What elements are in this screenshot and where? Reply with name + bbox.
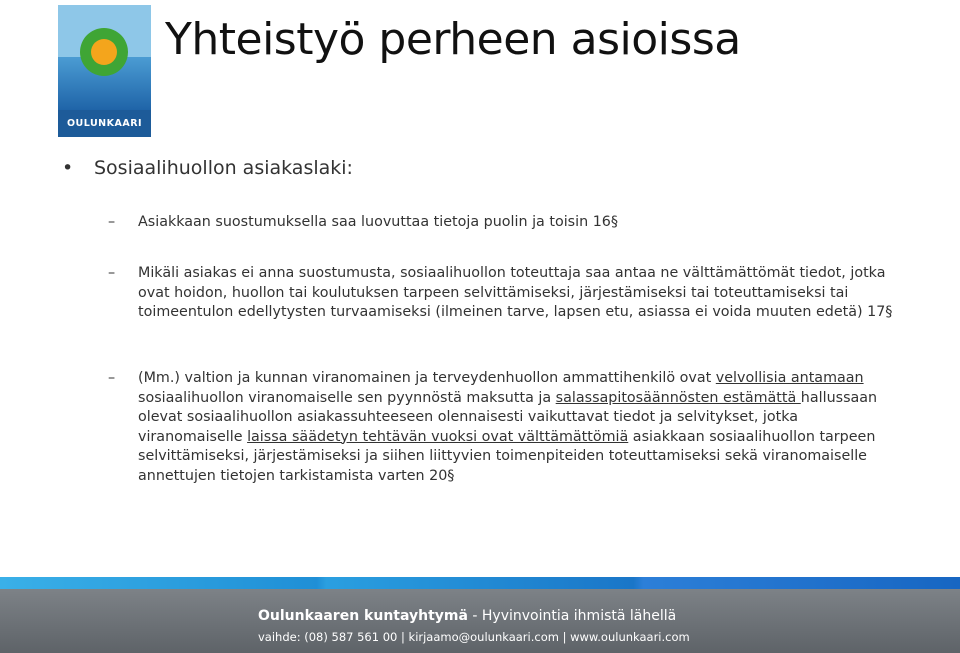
sub-item-consent bbox=[108, 213, 898, 233]
footer-org-line bbox=[258, 608, 676, 624]
sub-item-no-consent bbox=[108, 264, 898, 323]
underlined-text: salassapitosäännösten estämättä bbox=[555, 389, 801, 406]
sub-item-text: Asiakkaan suostumuksella saa luovuttaa tietoja puolin ja toisin 16§ bbox=[138, 214, 619, 230]
text-part: sosiaalihuollon viranomaiselle sen pyynnöstä maksutta ja bbox=[138, 389, 556, 406]
sub-item-authorities bbox=[108, 369, 898, 486]
slide-title: Yhteistyö perheen asioissa bbox=[165, 14, 741, 65]
logo-wordmark: OULUNKAARI bbox=[58, 110, 151, 137]
bullet-text: Sosiaalihuollon asiakaslaki: bbox=[94, 157, 353, 179]
sub-item-text bbox=[138, 369, 898, 486]
text-part: hallussaan olevat sosiaalihuollon asiakassuhteeseen olennaisesti vaikuttavat tiedot ja selvitykset, jotka viranomaiselle bbox=[138, 389, 878, 445]
dash-marker: – bbox=[108, 370, 116, 386]
oulunkaari-logo bbox=[58, 5, 151, 137]
text-part: asiakkaan sosiaalihuollon tarpeen selvittämiseksi, järjestämiseksi ja siihen liittyvien toimenpiteiden toteuttamiseksi sekä viranomaiselle annettujen tietojen tarkistamista varten 20§ bbox=[138, 428, 876, 484]
bullet-marker: • bbox=[62, 157, 74, 179]
footer bbox=[0, 589, 960, 653]
sub-item-text: Mikäli asiakas ei anna suostumusta, sosiaalihuollon toteuttaja saa antaa ne välttämättömät tiedot, jotka ovat hoidon, huollon tai koulutuksen tarpeen selvittämiseksi, järjestämiseksi tai toteuttamiseksi tai toimeentulon edellytysten turvaamiseksi (ilmeinen tarve, lapsen etu, asiassa ei voida muuten edetä) 17§ bbox=[138, 265, 893, 320]
footer-slogan: - Hyvinvointia ihmistä lähellä bbox=[467, 608, 677, 624]
text-part: (Mm.) valtion ja kunnan viranomainen ja terveydenhuollon ammattihenkilö ovat bbox=[138, 370, 716, 386]
footer-stripe bbox=[0, 577, 960, 589]
underlined-text: laissa säädetyn tehtävän vuoksi ovat välttämättömiä bbox=[247, 428, 629, 445]
footer-contact: vaihde: (08) 587 561 00 | kirjaamo@oulunkaari.com | www.oulunkaari.com bbox=[258, 630, 690, 644]
underlined-text: velvollisia antamaan bbox=[715, 370, 864, 386]
dash-marker: – bbox=[108, 265, 116, 281]
dash-marker: – bbox=[108, 214, 116, 230]
footer-org: Oulunkaaren kuntayhtymä bbox=[258, 608, 468, 624]
bullet-item bbox=[62, 157, 353, 179]
logo-sun-icon bbox=[91, 39, 117, 65]
